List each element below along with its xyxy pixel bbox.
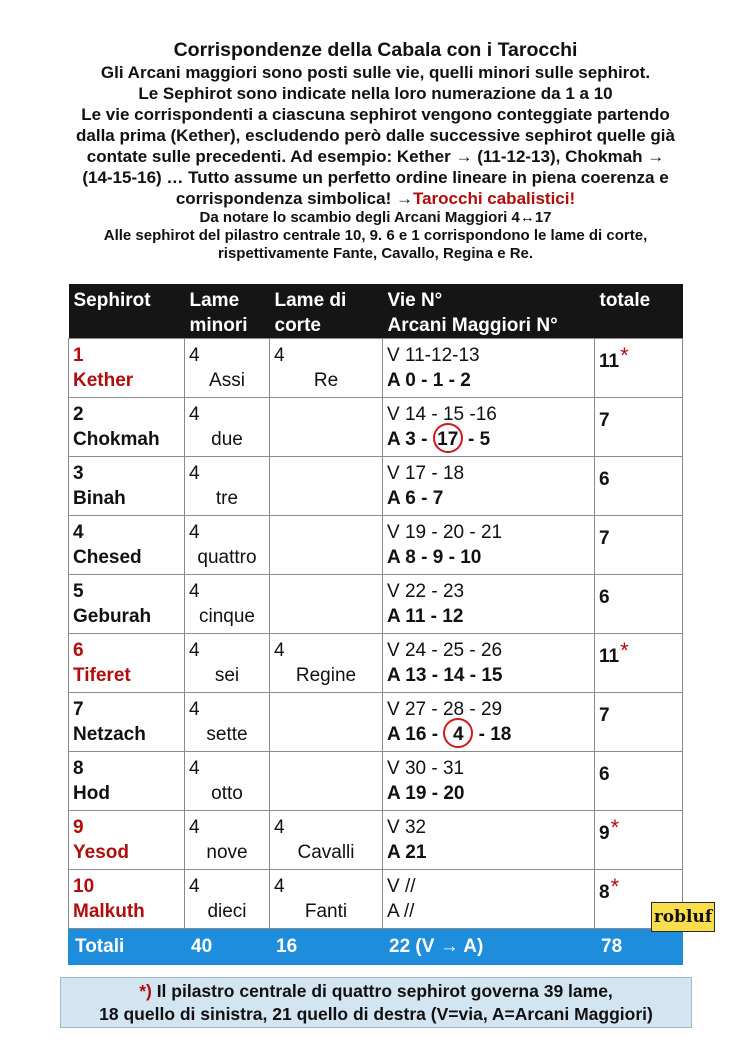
lame-minori-cell <box>185 339 270 398</box>
totale-value: 6 <box>599 469 610 490</box>
table-row <box>69 811 683 870</box>
lame-count: 4 <box>189 876 200 897</box>
vie-numbers: V // <box>387 876 416 897</box>
arcani-numbers: A 6 - 7 <box>387 488 444 509</box>
header-lame-corte <box>270 284 383 339</box>
intro-text <box>20 38 731 263</box>
sephirah-number: 1 <box>73 345 84 366</box>
totals-minori: 40 <box>185 929 270 965</box>
vie-arcani-cell <box>383 870 595 929</box>
table-row <box>69 398 683 457</box>
lame-count: 4 <box>189 758 200 779</box>
lame-count: 4 <box>274 817 285 838</box>
lame-corte-name: Regine <box>295 665 357 686</box>
footnote-line: 18 quello di sinistra, 21 quello di destra (V=via, A=Arcani Maggiori) <box>99 1004 653 1024</box>
sephirah-name: Netzach <box>73 724 146 745</box>
arcani-part: A 16 - <box>387 724 444 745</box>
header-line: Lame di <box>274 290 347 311</box>
arcani-numbers: A 21 <box>387 842 427 863</box>
totale-value: 11 <box>599 646 620 667</box>
lame-count: 4 <box>189 404 200 425</box>
arcani-numbers: A 19 - 20 <box>387 783 465 804</box>
sephirah-cell <box>69 634 185 693</box>
table-row <box>69 693 683 752</box>
vie-numbers: V 27 - 28 - 29 <box>387 699 503 720</box>
lame-count: 4 <box>189 345 200 366</box>
totale-cell <box>595 398 683 457</box>
intro-small-line: Da notare lo scambio degli Arcani Maggiori 4↔17 <box>199 209 552 226</box>
lame-count: 4 <box>189 817 200 838</box>
lame-corte-name: Cavalli <box>297 842 355 863</box>
intro-small-line: Alle sephirot del pilastro centrale 10, 9. 6 e 1 corrispondono le lame di corte, <box>103 227 648 244</box>
sephirah-cell <box>69 752 185 811</box>
header-line: minori <box>189 315 248 336</box>
arcani-part: - 18 <box>473 724 512 745</box>
totale-cell <box>595 634 683 693</box>
totale-value: 7 <box>599 705 610 726</box>
header-sephirot-label: Sephirot <box>73 290 151 311</box>
star-mark: * <box>610 815 620 840</box>
table-header-row <box>69 284 683 339</box>
sephirah-number: 9 <box>73 817 84 838</box>
sephirah-cell <box>69 398 185 457</box>
lame-minori-name: Assi <box>209 370 245 391</box>
lame-minori-name: sei <box>214 665 240 686</box>
sephirah-number: 3 <box>73 463 84 484</box>
lame-corte-name: Fanti <box>304 901 348 922</box>
vie-numbers: V 14 - 15 -16 <box>387 404 497 425</box>
vie-numbers: V 17 - 18 <box>387 463 465 484</box>
vie-arcani-cell <box>383 339 595 398</box>
lame-corte-cell <box>270 339 383 398</box>
lame-corte-cell <box>270 634 383 693</box>
vie-arcani-cell <box>383 752 595 811</box>
sephirah-name: Binah <box>73 488 126 509</box>
totale-cell <box>595 811 683 870</box>
lame-minori-cell <box>185 575 270 634</box>
lame-minori-cell <box>185 870 270 929</box>
lame-count: 4 <box>274 345 285 366</box>
totale-value: 7 <box>599 410 610 431</box>
vie-arcani-cell <box>383 516 595 575</box>
totale-value: 11 <box>599 351 620 372</box>
lame-minori-name: quattro <box>197 547 257 568</box>
lame-count: 4 <box>274 876 285 897</box>
totale-cell <box>595 457 683 516</box>
sephirah-cell <box>69 457 185 516</box>
lame-minori-cell <box>185 693 270 752</box>
circled-arcano: 17 <box>433 423 463 453</box>
sephirah-name: Geburah <box>73 606 152 627</box>
footnote-line <box>61 980 691 1003</box>
intro-line: contate sulle precedenti. Ad esempio: Kether → (11-12-13), Chokmah → <box>86 147 665 166</box>
arcani-part: A 3 - <box>387 429 433 450</box>
sephirah-number: 2 <box>73 404 84 425</box>
header-vie-arcani <box>383 284 595 339</box>
sephirah-name: Malkuth <box>73 901 145 922</box>
lame-minori-cell <box>185 811 270 870</box>
totale-cell <box>595 339 683 398</box>
sephirah-number: 4 <box>73 522 84 543</box>
totale-cell <box>595 693 683 752</box>
lame-minori-name: cinque <box>199 606 255 627</box>
vie-arcani-cell <box>383 398 595 457</box>
lame-minori-cell <box>185 398 270 457</box>
lame-minori-name: sette <box>206 724 248 745</box>
sephirah-cell <box>69 811 185 870</box>
arcani-numbers: A // <box>387 901 415 922</box>
totals-row <box>69 929 683 965</box>
totals-corte: 16 <box>270 929 383 965</box>
sephirah-number: 6 <box>73 640 84 661</box>
intro-small-line: rispettivamente Fante, Cavallo, Regina e Re. <box>217 245 534 262</box>
footnote-star: *) <box>139 981 152 1001</box>
lame-minori-cell <box>185 516 270 575</box>
lame-minori-cell <box>185 457 270 516</box>
table-row <box>69 457 683 516</box>
lame-count: 4 <box>189 640 200 661</box>
sephirah-name: Kether <box>73 370 134 391</box>
arcani-numbers: A 11 - 12 <box>387 606 464 627</box>
header-line: Vie N° <box>387 290 443 311</box>
lame-count: 4 <box>274 640 285 661</box>
arcani-numbers: A 8 - 9 - 10 <box>387 547 482 568</box>
intro-line: Gli Arcani maggiori sono posti sulle vie, quelli minori sulle sephirot. <box>100 63 651 82</box>
table-row <box>69 339 683 398</box>
lame-minori-name: dieci <box>207 901 247 922</box>
table-row <box>69 575 683 634</box>
sephirah-cell <box>69 516 185 575</box>
intro-line: Le Sephirot sono indicate nella loro numerazione da 1 a 10 <box>138 84 613 103</box>
header-sephirot <box>69 284 185 339</box>
arcani-numbers: A 13 - 14 - 15 <box>387 665 503 686</box>
page-title: Corrispondenze della Cabala con i Tarocchi <box>173 39 578 61</box>
lame-corte-name: Re <box>313 370 339 391</box>
totale-cell <box>595 516 683 575</box>
robluf-badge: robluf <box>651 902 715 932</box>
intro-line: dalla prima (Kether), escludendo però dalle successive sephirot quelle già <box>76 126 675 145</box>
totals-label: Totali <box>69 929 185 965</box>
sephirah-cell <box>69 693 185 752</box>
sephirah-number: 7 <box>73 699 84 720</box>
sephirah-name: Yesod <box>73 842 129 863</box>
lame-corte-cell <box>270 870 383 929</box>
star-mark: * <box>620 638 629 663</box>
intro-line-prefix: corrispondenza simbolica! → <box>175 189 413 208</box>
lame-corte-cell <box>270 398 383 457</box>
arcani-numbers <box>387 722 590 747</box>
header-line: Arcani Maggiori N° <box>387 315 558 336</box>
footnote-text: Il pilastro centrale di quattro sephirot governa 39 lame, <box>151 981 613 1001</box>
table-row <box>69 870 683 929</box>
vie-arcani-cell <box>383 634 595 693</box>
header-totale-label: totale <box>599 290 651 311</box>
sephirah-name: Hod <box>73 783 110 804</box>
sephirah-number: 8 <box>73 758 84 779</box>
vie-numbers: V 11-12-13 <box>387 345 480 366</box>
circled-arcano: 4 <box>443 718 473 748</box>
sephirah-name: Chesed <box>73 547 142 568</box>
lame-corte-cell <box>270 575 383 634</box>
lame-minori-name: tre <box>215 488 239 509</box>
sephirah-name: Tiferet <box>73 665 131 686</box>
header-totale <box>595 284 683 339</box>
lame-count: 4 <box>189 463 200 484</box>
lame-corte-cell <box>270 516 383 575</box>
totale-cell <box>595 575 683 634</box>
vie-numbers: V 32 <box>387 817 427 838</box>
arcani-numbers <box>387 427 590 452</box>
sephirah-name: Chokmah <box>73 429 160 450</box>
correspondence-table <box>68 284 683 965</box>
totale-value: 6 <box>599 764 610 785</box>
tarocchi-highlight: Tarocchi cabalistici! <box>412 189 576 208</box>
lame-corte-cell <box>270 457 383 516</box>
sephirah-cell <box>69 339 185 398</box>
sephirah-number: 5 <box>73 581 84 602</box>
lame-count: 4 <box>189 522 200 543</box>
header-lame-minori <box>185 284 270 339</box>
intro-line <box>20 188 731 209</box>
totale-value: 6 <box>599 587 610 608</box>
lame-count: 4 <box>189 699 200 720</box>
totale-value: 9 <box>599 823 610 844</box>
star-mark: * <box>620 343 629 368</box>
totals-vie: 22 (V → A) <box>383 929 595 965</box>
lame-corte-cell <box>270 693 383 752</box>
intro-line: Le vie corrispondenti a ciascuna sephirot vengono conteggiate partendo <box>81 105 670 124</box>
lame-minori-cell <box>185 634 270 693</box>
sephirah-cell <box>69 575 185 634</box>
vie-arcani-cell <box>383 457 595 516</box>
lame-minori-name: otto <box>211 783 243 804</box>
star-mark: * <box>610 874 620 899</box>
vie-arcani-cell <box>383 575 595 634</box>
lame-minori-name: due <box>211 429 243 450</box>
arcani-numbers: A 0 - 1 - 2 <box>387 370 471 391</box>
totals-totale: 78 <box>595 929 683 965</box>
intro-line: (14-15-16) … Tutto assume un perfetto ordine lineare in piena coerenza e <box>82 168 669 187</box>
lame-count: 4 <box>189 581 200 602</box>
lame-minori-name: nove <box>206 842 248 863</box>
header-line: corte <box>274 315 321 336</box>
lame-corte-cell <box>270 752 383 811</box>
totale-value: 7 <box>599 528 610 549</box>
sephirah-number: 10 <box>73 876 95 897</box>
totale-cell <box>595 752 683 811</box>
vie-arcani-cell <box>383 811 595 870</box>
vie-numbers: V 19 - 20 - 21 <box>387 522 503 543</box>
table-row <box>69 752 683 811</box>
arcani-part: - 5 <box>462 429 491 450</box>
vie-arcani-cell <box>383 693 595 752</box>
table-row <box>69 516 683 575</box>
footnote-box <box>60 977 692 1028</box>
vie-numbers: V 22 - 23 <box>387 581 465 602</box>
lame-minori-cell <box>185 752 270 811</box>
sephirah-cell <box>69 870 185 929</box>
vie-numbers: V 30 - 31 <box>387 758 465 779</box>
vie-numbers: V 24 - 25 - 26 <box>387 640 503 661</box>
header-line: Lame <box>189 290 240 311</box>
totale-value: 8 <box>599 882 610 903</box>
lame-corte-cell <box>270 811 383 870</box>
table-row <box>69 634 683 693</box>
